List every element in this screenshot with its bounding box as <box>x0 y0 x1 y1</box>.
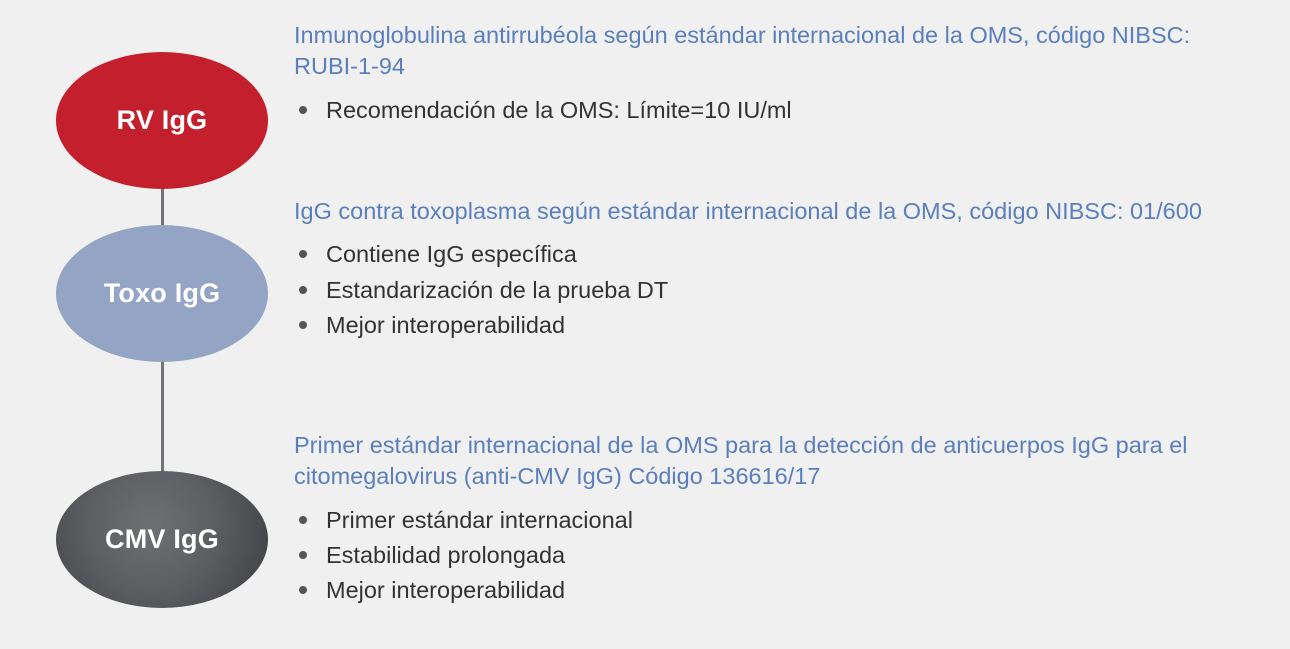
bullet-list-cmv-igg <box>294 503 1254 609</box>
bullet-dot-icon <box>299 286 307 294</box>
bullet-text: Estabilidad prolongada <box>326 541 566 568</box>
bullet-text: Recomendación de la OMS: Límite=10 IU/ml <box>326 96 792 123</box>
bullet-dot-icon <box>299 516 307 524</box>
list-item <box>294 273 1254 308</box>
bullet-dot-icon <box>299 586 307 594</box>
node-toxo-igg <box>56 225 268 362</box>
headline-toxo-igg: IgG contra toxoplasma según estándar internacional de la OMS, código NIBSC: 01/600 <box>294 198 1202 224</box>
list-item <box>294 308 1254 343</box>
bullet-list-toxo-igg <box>294 237 1254 343</box>
bullet-text: Mejor interoperabilidad <box>326 577 566 603</box>
bullet-dot-icon <box>299 321 307 329</box>
content-block-cmv-igg <box>294 430 1254 608</box>
bullet-text: Mejor interoperabilidad <box>326 311 566 338</box>
node-label-rv-igg: RV IgG <box>116 105 208 135</box>
list-item <box>294 573 1254 608</box>
node-rv-igg <box>56 52 268 189</box>
list-item <box>294 237 1254 272</box>
bullet-text: Contiene IgG específica <box>326 241 577 268</box>
bullet-dot-icon <box>299 250 307 258</box>
bullet-text: Estandarización de la prueba DT <box>326 276 669 303</box>
node-cmv-igg <box>56 471 268 608</box>
node-label-toxo-igg: Toxo IgG <box>103 278 221 308</box>
bullet-text: Primer estándar internacional <box>326 506 633 533</box>
bullet-dot-icon <box>299 106 307 114</box>
headline-rv-igg: Inmunoglobulina antirrubéola según estándar internacional de la OMS, código NIBSC: RUBI-1-94 <box>294 22 1191 80</box>
list-item <box>294 538 1254 573</box>
headline-cmv-igg: Primer estándar internacional de la OMS para la detección de anticuerpos IgG para el citomegalovirus (anti-CMV IgG) Código 136616/17 <box>294 432 1188 490</box>
content-block-rv-igg <box>294 20 1254 128</box>
node-label-cmv-igg: CMV IgG <box>105 524 219 554</box>
content-block-toxo-igg <box>294 196 1254 343</box>
list-item <box>294 93 1254 128</box>
bullet-list-rv-igg <box>294 93 1254 128</box>
bullet-dot-icon <box>299 551 307 559</box>
list-item <box>294 503 1254 538</box>
